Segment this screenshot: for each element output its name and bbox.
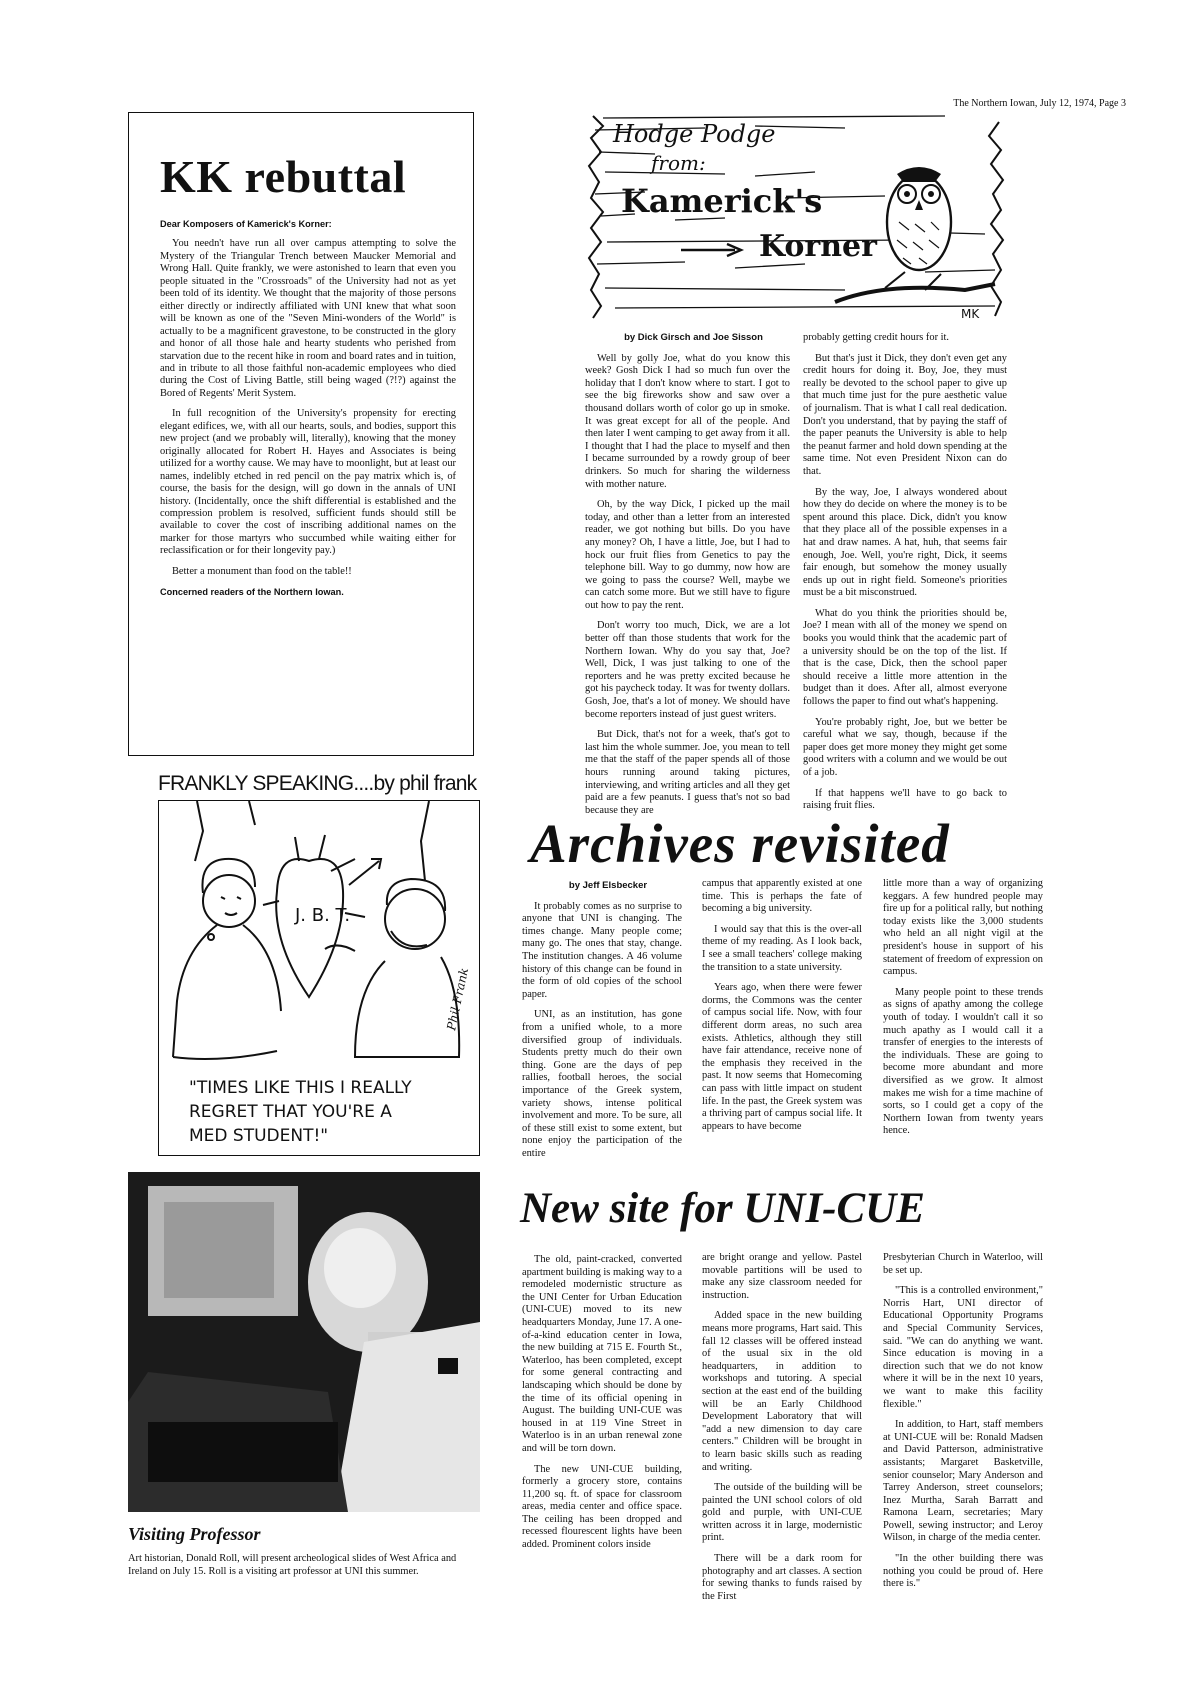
unicue-paragraph: "In the other building there was nothing you could be proud of. Here there is." bbox=[883, 1553, 1043, 1590]
cartoon-signature: Phil Frank bbox=[444, 966, 472, 1032]
unicue-paragraph: The new UNI-CUE building, formerly a grocery store, contains 11,200 sq. ft. of space for classroom areas, media center and office space. The ceiling has been dropped and recessed flourescent lights have been added. Prominent colors inside bbox=[522, 1463, 682, 1551]
kk-paragraph: Better a monument than food on the table!! bbox=[172, 565, 352, 577]
archives-paragraph: campus that apparently existed at one time. This is perhaps the fate of becoming a big university. bbox=[702, 878, 862, 915]
archives-col-2 bbox=[702, 878, 862, 1141]
frankly-speaking-cartoon bbox=[158, 800, 480, 1156]
wood-sign-drawing bbox=[585, 112, 1007, 324]
cartoon-drawing bbox=[159, 801, 480, 1156]
kk-signature: Concerned readers of the Northern Iowan. bbox=[160, 587, 344, 598]
unicue-paragraph: Presbyterian Church in Waterloo, will be set up. bbox=[883, 1252, 1043, 1276]
hodge-podge-col-1 bbox=[585, 332, 790, 825]
heart-label: J. B. T. bbox=[295, 905, 351, 926]
page-header: The Northern Iowan, July 12, 1974, Page 3 bbox=[953, 98, 1126, 109]
archives-paragraph: little more than a way of organizing keggars. A few hundred people may fire up for a political rally, but nothing today exists like the 3,000 students who held an all night vigil at the president's house in support of his statement of freedom of expression on campus. bbox=[883, 878, 1043, 978]
kk-rebuttal-body bbox=[160, 218, 456, 607]
art-text-kamericks: Kamerick's bbox=[621, 182, 823, 220]
kk-rebuttal-title: KK rebuttal bbox=[160, 151, 407, 202]
unicue-paragraph: Added space in the new building means more programs, Hart said. This fall 12 classes will be offered instead of the usual six in the old headquarters, in addition to workshops and tutoring. A special section at the east end of the building will be an Early Childhood Development Laboratory that will "add a new dimension to day care centers." Children will be brought in to learn basic skills such as reading and writing. bbox=[702, 1310, 862, 1473]
unicue-paragraph: The outside of the building will be painted the UNI school colors of old gold and purple, with UNI-CUE written across it in large, modernistic print. bbox=[702, 1482, 862, 1544]
art-text-korner: Korner bbox=[759, 229, 877, 264]
archives-paragraph: It probably comes as no surprise to anyone that UNI is changing. The times change. Many people come; many go. The ones that stay, change. The institution changes. A 46 volume history of this change can be found in the form of old copies of the school paper. bbox=[522, 900, 682, 1000]
hodge-podge-paragraph: Don't worry too much, Dick, we are a lot better off than those students that work for the Northern Iowan. Why do you say that, Joe? Well, Dick, I was just talking to one of the reporters and he was pretty excited because he got his paycheck today. It was for twenty dollars. Gosh, Joe, that's a lot of money. We should have become reporters instead of just guest writers. bbox=[585, 620, 790, 720]
hodge-podge-paragraph: By the way, Joe, I always wondered about how they do decide on where the money is to be spent around this place. Dick, didn't you know that they place all of the possible expenses in a hat and draw names. A hat, huh, that seems fair enough, Joe. Well, you're right, Dick, it seems fair enough, but somehow the money usually ends up out in right field. Someone's priorities must be a bit misconstrued. bbox=[803, 486, 1007, 599]
hodge-podge-paragraph: probably getting credit hours for it. bbox=[803, 332, 950, 343]
unicue-paragraph: There will be a dark room for photography and art classes. A section for sewing thanks to funds raised by the First bbox=[702, 1553, 862, 1602]
hodge-podge-paragraph: But that's just it Dick, they don't even get any credit hours for doing it. Boy, Joe, they must really be devoted to the school paper to give up that much time just for the pure aesthetic value of journalism. That is what I call real dedication. Don't you understand, that by paying the staff of the paper peanuts the University is able to help the peanut farmer and hold down spending at the same time. Not even President Nixon can do that. bbox=[803, 352, 1007, 477]
unicue-paragraph: The old, paint-cracked, converted apartment building is making way to a remodeled modernistic structure as the UNI Center for Urban Education (UNI-CUE) moved to its new headquarters Monday, June 17. A one-of-a-kind education center in Iowa, the new building at 715 E. Fourth St., Waterloo, has been completed, except for some general contracting and landscaping which should be done by the time of its official opening in August. The building UNI-CUE was housed in at 119 Vine Street in Waterloo is in an urban renewal zone and will be torn down. bbox=[522, 1254, 682, 1454]
unicue-paragraph: are bright orange and yellow. Pastel movable partitions will be used to make any size classroom needed for instruction. bbox=[702, 1252, 862, 1301]
archives-paragraph: I would say that this is the over-all theme of my reading. As I look back, I see a small teachers' college making the transition to a state university. bbox=[702, 923, 862, 973]
hodge-podge-col-2 bbox=[803, 332, 1007, 821]
unicue-col-3 bbox=[883, 1252, 1043, 1599]
cartoon-caption-line: "TIMES LIKE THIS I REALLY bbox=[189, 1078, 412, 1098]
hodge-podge-paragraph: But Dick, that's not for a week, that's got to last him the whole summer. Joe, you mean to tell me that the staff of the paper spends all of those hours running around taking pictures, interviewing, and writing articles and all they get paid are a few peanuts. I guess that's not so bad because they are bbox=[585, 729, 790, 816]
frankly-speaking-title: FRANKLY SPEAKING....by phil frank bbox=[158, 772, 477, 795]
archives-paragraph: Years ago, when there were fewer dorms, the Commons was the center of campus social life. Now, with four different dorm areas, no such area exists. Athletics, although they still have fair attendance, receive none of the emphasis they received in the past. It now seems that Homecoming can pass with little impact on student life. In the past, the Greek system was a thriving part of campus social life. It appears to have become bbox=[702, 982, 862, 1132]
kk-salutation: Dear Komposers of Kamerick's Korner: bbox=[160, 219, 332, 229]
hodge-podge-paragraph: Well by golly Joe, what do you know this week? Gosh Dick I had so much fun over the holiday that I don't know where to start. I got to see the big fireworks show and saw over a thousand dollars worth of color go up in smoke. It was great except for all of the people. And then later I went camping to get away from it all. I thought that I had the place to myself and then I became surrounded by a rowdy group of beer drinkers. So much for sharing the wilderness with mother nature. bbox=[585, 352, 790, 490]
unicue-col-2 bbox=[702, 1252, 862, 1611]
art-text-hodge-podge: Hodge Podge bbox=[613, 120, 776, 148]
hodge-podge-paragraph: If that happens we'll have to go back to raising fruit flies. bbox=[803, 787, 1007, 812]
hodge-podge-paragraph: Oh, by the way Dick, I picked up the mail today, and other than a letter from an interested reader, we got nothing but bills. Do you have any money? Oh, I have a little, Joe, but I had to hock our fruit flies from Genetics to pay the telephone bill. Way to go dummy, now how are we going to pass the course? Well, maybe we can catch some more. But we still have to figure out how to pay the rent. bbox=[585, 499, 790, 611]
archives-col-1 bbox=[522, 880, 682, 1168]
visiting-professor-photo bbox=[128, 1172, 480, 1512]
hodge-podge-byline: by Dick Girsch and Joe Sisson bbox=[624, 332, 763, 343]
unicue-col-1 bbox=[522, 1254, 682, 1560]
cartoon-caption-line: REGRET THAT YOU'RE A bbox=[189, 1102, 392, 1122]
archives-paragraph: Many people point to these trends as signs of apathy among the college youth of today. I wouldn't call it so much apathy as I would call it a transfer of energies to the interests of the individuals. These are going to become more abundant and more diversified as we grow. It almost makes me wish for a time machine of sorts, so I could get a copy of the Northern Iowan from twenty years hence. bbox=[883, 986, 1043, 1137]
archives-col-3 bbox=[883, 878, 1043, 1146]
cartoon-caption-line: MED STUDENT!" bbox=[189, 1126, 329, 1146]
kk-paragraph: In full recognition of the University's propensity for erecting elegant edifices, we, with all our hearts, souls, and bodies, support this new project (and we probably will, literally), knowing that the money originally allocated for Robert H. Hayes and Associates is being utilized for a worthy cause. We may have to moonlight, but at least our names, indelibly etched in red pencil on the pay matrix which is, of course, the basis for the design, will go down in the annals of UNI history. (Incidentally, once the shift differential is established and the compression problem is resolved, sufficient funds should still be available to cover the cost of inscribing additional names on the marker for those martyrs who succumbed while waiting either for reclassification or for their longevity pay.) bbox=[160, 408, 456, 557]
unicue-paragraph: In addition, to Hart, staff members at UNI-CUE will be: Ronald Madsen and David Patterson, administrative assistants; Margaret Basketville, senior counselor; Mary Anderson and Tarrey Anderson, street counselors; Inez Murtha, Sarah Barratt and Ramona Learn, secretaries; Mary Powell, sewing instructor; and Leroy Wilson, in charge of the media center. bbox=[883, 1419, 1043, 1544]
visiting-professor-caption: Art historian, Donald Roll, will present archeological slides of West Africa and Ireland on July 15. Roll is a visiting art professor at UNI this summer. bbox=[128, 1553, 457, 1577]
kk-paragraph: You needn't have run all over campus attempting to solve the Mystery of the Triangular Trench between Maucker Memorial and Wrong Hall. Quite frankly, we were astonished to learn that even you people situated in the "Crossroads" of the University had not as yet been told of its identity. We thought that the majority of those persons either directly or indirectly affiliated with UNI knew that what soon will be known as one of the "Seven Mini-wonders of the World" is actually to be a magnificent gravestone, to be constructed in the glory and honor of all those hale and hearty students who perished from starvation due to the recent hike in room and board rates and in tuition, and in tribute to all those faithful non-academic employees who died during the Cost of Living Battle, still being waged (?!?) against the Bored of Regents' Merit System. bbox=[160, 238, 456, 399]
photo-image bbox=[128, 1172, 480, 1512]
hodge-podge-paragraph: What do you think the priorities should be, Joe? I mean with all of the money we spend on books you would think that the academic part of a university should be on the top of the list. If that is the case, Dick, then the school paper should receive a little more attention in the budget than it does. After all, almost everyone follows the paper to find out what's happening. bbox=[803, 607, 1007, 708]
archives-title: Archives revisited bbox=[530, 813, 950, 874]
art-text-from: from: bbox=[651, 151, 706, 175]
hodge-podge-masthead-art bbox=[585, 112, 1007, 324]
archives-paragraph: UNI, as an institution, has gone from a unified whole, to a more diversified group of individuals. Students pretty much do their own thing. Gone are the days of pep rallies, football heroes, the social importance of the Greek system, variety shows, intense political involvement and more. To be sure, all of these still exist to some extent, but none enjoy the participation of the entire bbox=[522, 1009, 682, 1159]
art-initials: MK bbox=[961, 307, 980, 321]
unicue-title: New site for UNI-CUE bbox=[520, 1185, 925, 1232]
hodge-podge-paragraph: You're probably right, Joe, but we better be careful what we say, though, because if the paper does get more money they might get some good writers with a column and we would be out of a job. bbox=[803, 716, 1007, 778]
archives-byline: by Jeff Elsbecker bbox=[568, 880, 648, 891]
unicue-paragraph: "This is a controlled environment," Norris Hart, UNI director of Educational Opportunity Programs and Special Community Services, said. "We can do anything we want. Since education is moving in a direction such that we do not know where it will be in the next 10 years, we want to make this facility flexible." bbox=[883, 1285, 1043, 1410]
visiting-professor-title: Visiting Professor bbox=[128, 1524, 261, 1544]
